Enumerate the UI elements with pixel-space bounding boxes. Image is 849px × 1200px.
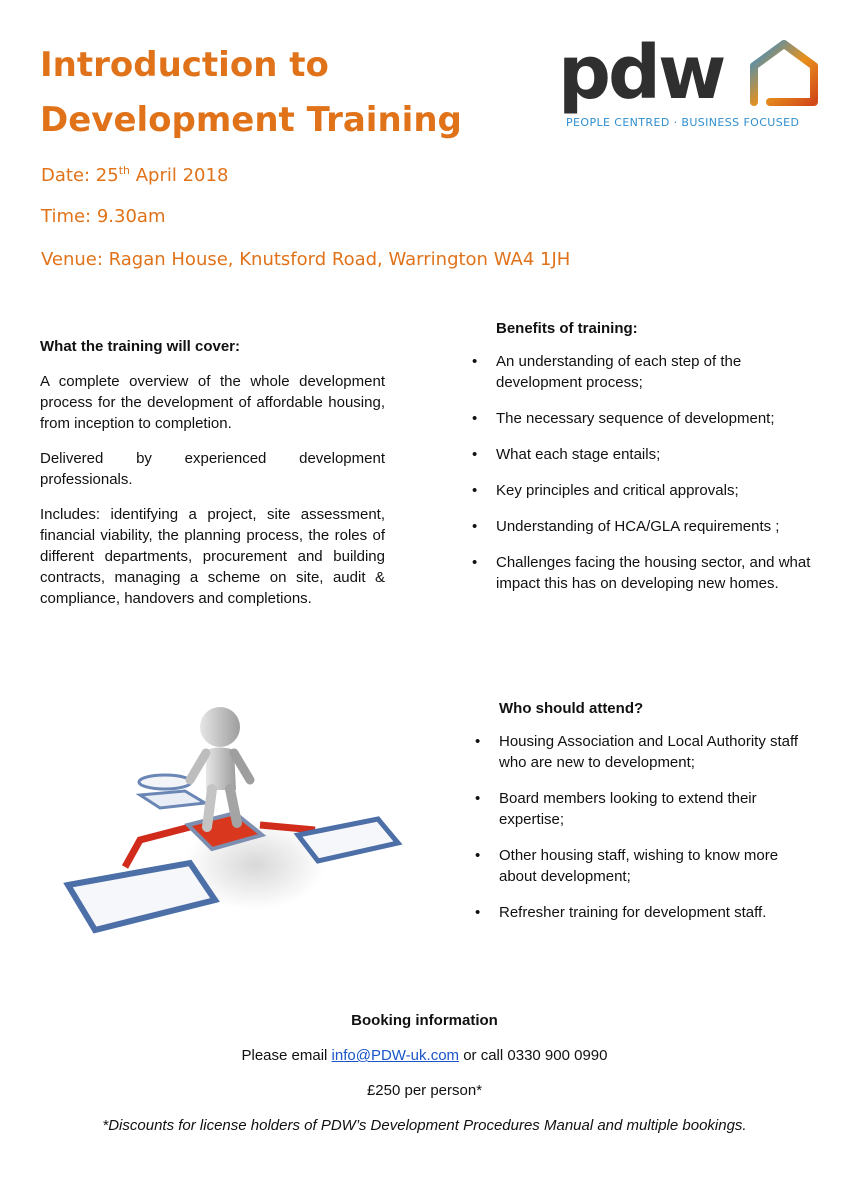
email-link[interactable]: info@PDW-uk.com: [331, 1047, 460, 1064]
list-item: • Other housing staff, wishing to know more about development;: [471, 845, 816, 887]
booking-heading: Booking information: [351, 1012, 498, 1029]
top-left-box: [140, 791, 205, 808]
page-title: [40, 38, 462, 148]
list-item: • Key principles and critical approvals;: [468, 480, 813, 501]
list-item: • An understanding of each step of the development process;: [468, 351, 813, 393]
event-date: Date: 25th April 2018: [41, 164, 229, 186]
benefits-heading: Benefits of training:: [496, 320, 638, 337]
list-item: • What each stage entails;: [468, 444, 813, 465]
booking-price: £250 per person*: [366, 1082, 483, 1099]
title-line-1: Introduction to: [40, 45, 329, 85]
list-item: • Understanding of HCA/GLA requirements ;: [468, 516, 813, 537]
red-path: [125, 827, 190, 867]
list-item: • Board members looking to extend their expertise;: [471, 788, 816, 830]
person-figure: [190, 707, 250, 827]
cover-paragraph: Includes: identifying a project, site assessment, financial viability, the planning process, the roles of different departments, procurement and building contracts, managing a scheme on site, audit & compliance, handovers and completions.: [40, 506, 385, 607]
attend-heading: Who should attend?: [499, 700, 644, 717]
list-item: • Housing Association and Local Authority staff who are new to development;: [471, 731, 816, 773]
pdw-logo: [556, 38, 818, 133]
red-path: [260, 825, 315, 830]
cover-paragraph: Delivered by experienced development professionals.: [40, 450, 385, 488]
benefits-section: [468, 318, 813, 609]
bottom-left-box: [68, 863, 215, 930]
logo-tagline: PEOPLE CENTRED · BUSINESS FOCUSED: [566, 116, 800, 129]
process-illustration: [40, 695, 420, 955]
title-line-2: Development Training: [40, 100, 462, 140]
list-item: • Refresher training for development staff.: [471, 902, 816, 923]
event-venue: Venue: Ragan House, Knutsford Road, Warrington WA4 1JH: [41, 249, 571, 270]
benefits-list: [468, 351, 813, 594]
booking-contact: Please email info@PDW-uk.com or call 0330 900 0990: [241, 1047, 608, 1064]
list-item: • Challenges facing the housing sector, and what impact this has on developing new homes.: [468, 552, 813, 594]
right-box: [298, 819, 398, 861]
event-time: Time: 9.30am: [41, 206, 166, 227]
booking-section: [0, 1010, 849, 1150]
list-item: • The necessary sequence of development;: [468, 408, 813, 429]
attend-section: [471, 698, 816, 938]
cover-heading: What the training will cover:: [40, 338, 241, 355]
booking-discount-note: *Discounts for license holders of PDW’s Development Procedures Manual and multiple bookings.: [102, 1117, 747, 1134]
training-cover-section: [40, 336, 385, 623]
logo-wordmark: pdw: [558, 38, 724, 116]
house-icon: [754, 44, 814, 102]
top-small-disc: [139, 775, 191, 789]
cover-paragraph: A complete overview of the whole development process for the development of affordable housing, from inception to completion.: [40, 373, 385, 432]
attend-list: [471, 731, 816, 923]
